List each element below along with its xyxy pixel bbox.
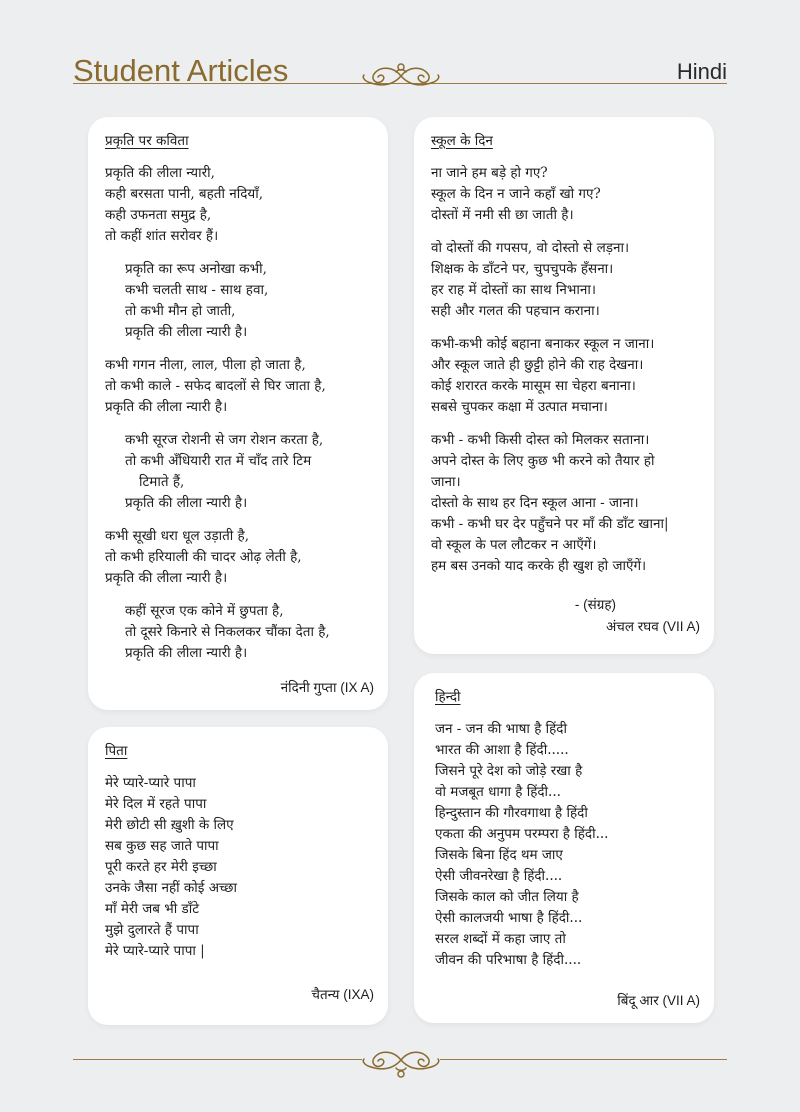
poem-line: तो कभी मौन हो जाती, bbox=[125, 303, 236, 319]
poem-line: वो दोस्तों की गपसप, वो दोस्तो से लड़ना। bbox=[431, 240, 630, 256]
poem-line: जीवन की परिभाषा है हिंदी.... bbox=[435, 952, 582, 968]
article-card-father-poem bbox=[88, 727, 388, 1025]
poem-line: तो दूसरे किनारे से निकलकर चौंका देता है, bbox=[125, 624, 330, 640]
article-title: हिन्दी bbox=[435, 689, 461, 705]
author-credit: चैतन्य (IXA) bbox=[311, 987, 374, 1002]
poem-line: मेरे दिल में रहते पापा bbox=[105, 796, 207, 812]
poem-line: प्रकृति का रूप अनोखा कभी, bbox=[125, 261, 267, 277]
poem-line: स्कूल के दिन न जाने कहाँ खो गए? bbox=[431, 186, 601, 202]
poem-line: हम बस उनको याद करके ही खुश हो जाएँगें। bbox=[431, 558, 647, 574]
flourish-ornament-icon bbox=[358, 1046, 444, 1082]
poem-line: कभी चलती साथ - साथ हवा, bbox=[125, 282, 269, 298]
poem-line: दोस्तों में नमी सी छा जाती है। bbox=[431, 207, 574, 223]
poem-line: सबसे चुपकर कक्षा में उत्पात मचाना। bbox=[431, 399, 608, 415]
poem-line: ऐसी जीवनरेखा है हिंदी.... bbox=[435, 868, 563, 884]
author-credit: अंचल रघव (VII A) bbox=[605, 619, 700, 634]
article-card-school-days bbox=[414, 117, 714, 654]
page-title: Student Articles bbox=[73, 53, 289, 88]
poem-line: कही उफनता समुद्र है, bbox=[105, 207, 212, 223]
poem-line: अपने दोस्त के लिए कुछ भी करने को तैयार हो bbox=[431, 453, 655, 469]
article-title: पिता bbox=[105, 743, 128, 759]
article-card-hindi-poem bbox=[414, 673, 714, 1023]
poem-line: प्रकृति की लीला न्यारी है। bbox=[105, 399, 228, 415]
author-credit: बिंदू आर (VII A) bbox=[617, 993, 700, 1008]
poem-line: वो स्कूल के पल लौटकर न आएँगें। bbox=[431, 537, 597, 553]
poem-stanza bbox=[105, 430, 370, 514]
poem-line: कही बरसता पानी, बहती नदियाँ, bbox=[105, 186, 264, 202]
author-credit: नंदिनी गुप्ता (IX A) bbox=[280, 680, 374, 695]
article-card-nature-poem bbox=[88, 117, 388, 710]
poem-line: जिसके काल को जीत लिया है bbox=[435, 889, 579, 905]
flourish-ornament-icon bbox=[358, 58, 444, 94]
poem-line: तो कभी हरियाली की चादर ओढ़ लेती है, bbox=[105, 549, 302, 565]
poem-line: शिक्षक के डाँटने पर, चुपचुपके हँसना। bbox=[431, 261, 614, 277]
poem-line: कभी - कभी किसी दोस्त को मिलकर सताना। bbox=[431, 432, 650, 448]
poem-line: माँ मेरी जब भी डाँटे bbox=[105, 901, 200, 917]
section-label: Hindi bbox=[676, 59, 727, 84]
poem-line: हिन्दुस्तान की गौरवगाथा है हिंदी bbox=[435, 805, 588, 821]
poem-line: मेरे प्यारे-प्यारे पापा bbox=[105, 775, 196, 791]
poem-line: सरल शब्दों में कहा जाए तो bbox=[435, 931, 566, 947]
poem-line: वो मजबूत धागा है हिंदी... bbox=[435, 784, 561, 800]
poem-line: ऐसी कालजयी भाषा है हिंदी... bbox=[435, 910, 583, 926]
poem-line: मेरी छोटी सी ख़ुशी के लिए bbox=[105, 817, 234, 833]
poem-line: भारत की आशा है हिंदी..... bbox=[435, 742, 569, 758]
poem-line: मेरे प्यारे-प्यारे पापा | bbox=[105, 943, 205, 959]
poem-line: उनके जैसा नहीं कोई अच्छा bbox=[105, 880, 237, 896]
poem-line: जिसने पूरे देश को जोड़े रखा है bbox=[435, 763, 583, 779]
poem-line: कभी गगन नीला, लाल, पीला हो जाता है, bbox=[105, 357, 306, 373]
poem-line: कभी सूखी धरा धूल उड़ाती है, bbox=[105, 528, 250, 544]
poem-line: और स्कूल जाते ही छुट्टी होने की राह देखना। bbox=[431, 357, 644, 373]
poem-line: प्रकृति की लीला न्यारी, bbox=[105, 165, 215, 181]
poem-line: प्रकृति की लीला न्यारी है। bbox=[125, 324, 248, 340]
poem-stanza bbox=[431, 238, 696, 322]
poem-line: तो कहीं शांत सरोवर हैं। bbox=[105, 228, 219, 244]
poem-stanza bbox=[105, 526, 370, 589]
poem-line: पूरी करते हर मेरी इच्छा bbox=[105, 859, 217, 875]
poem-line: एकता की अनुपम परम्परा है हिंदी... bbox=[435, 826, 609, 842]
poem-line: तो कभी अँधियारी रात में चाँद तारे टिम bbox=[125, 453, 312, 469]
poem-stanza bbox=[431, 163, 696, 226]
poem-line: तो कभी काले - सफेद बादलों से घिर जाता है, bbox=[105, 378, 326, 394]
poem-line: प्रकृति की लीला न्यारी है। bbox=[125, 645, 248, 661]
poem-line: दोस्तो के साथ हर दिन स्कूल आना - जाना। bbox=[431, 495, 639, 511]
poem-line: कभी-कभी कोई बहाना बनाकर स्कूल न जाना। bbox=[431, 336, 655, 352]
poem-stanza bbox=[105, 259, 370, 343]
poem-stanza bbox=[105, 355, 370, 418]
poem-line: जन - जन की भाषा है हिंदी bbox=[435, 721, 567, 737]
poem-line: सही और गलत की पहचान कराना। bbox=[431, 303, 600, 319]
poem-line: कभी सूरज रोशनी से जग रोशन करता है, bbox=[125, 432, 324, 448]
poem-line: प्रकृति की लीला न्यारी है। bbox=[105, 570, 228, 586]
poem-line: कहीं सूरज एक कोने में छुपता है, bbox=[125, 603, 284, 619]
poem-line: हर राह में दोस्तों का साथ निभाना। bbox=[431, 282, 596, 298]
poem-line: जिसके बिना हिंद थम जाए bbox=[435, 847, 563, 863]
poem-stanza bbox=[105, 163, 370, 247]
article-title: स्कूल के दिन bbox=[431, 133, 493, 149]
source-note: - (संग्रह) bbox=[574, 597, 616, 612]
poem-stanza bbox=[105, 601, 370, 664]
poem-stanza bbox=[431, 430, 696, 577]
poem-line: कोई शरारत करके मासूम सा चेहरा बनाना। bbox=[431, 378, 636, 394]
poem-line: कभी - कभी घर देर पहुँचने पर माँ की डाँट खाना| bbox=[431, 516, 669, 532]
poem-line: टिमाते हैं, bbox=[139, 474, 185, 490]
poem-line: ना जाने हम बड़े हो गए? bbox=[431, 165, 548, 181]
poem-line: जाना। bbox=[431, 474, 461, 490]
poem-line: प्रकृति की लीला न्यारी है। bbox=[125, 495, 248, 511]
poem-stanza bbox=[105, 773, 370, 962]
poem-line: मुझे दुलारते हैं पापा bbox=[105, 922, 199, 938]
poem-stanza bbox=[431, 334, 696, 418]
poem-stanza bbox=[431, 719, 696, 971]
poem-line: सब कुछ सह जाते पापा bbox=[105, 838, 219, 854]
article-title: प्रकृति पर कविता bbox=[105, 133, 189, 149]
